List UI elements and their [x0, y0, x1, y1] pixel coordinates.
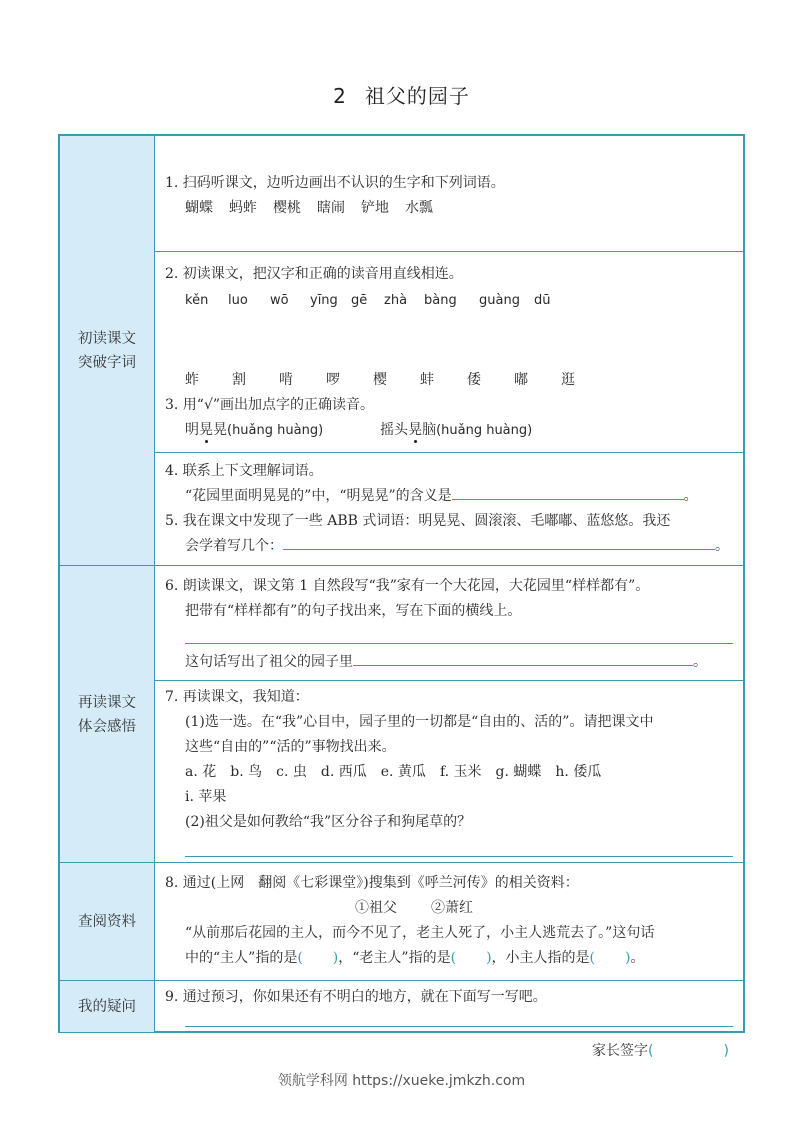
dotted-char: 晃: [199, 422, 213, 438]
option: f. 玉米: [439, 764, 482, 780]
q6-answer-blank[interactable]: [353, 651, 693, 666]
q9-answer-rule[interactable]: [185, 1026, 733, 1027]
q3-prompt: 3. 用“√”画出加点字的正确读音。: [165, 397, 375, 413]
worksheet-table: [58, 134, 745, 1033]
option: b. 鸟: [230, 764, 263, 780]
q4-prompt: 4. 联系上下文理解词语。: [165, 463, 323, 479]
parent-signature: 家长签字( ): [592, 1043, 729, 1059]
option: d. 西瓜: [320, 764, 367, 780]
q7-part2: (2)祖父是如何教给“我”区分谷子和狗尾草的？: [185, 814, 472, 830]
q8-fill-line: 中的“主人”指的是( )，“老主人”指的是( )，小主人指的是( )。: [185, 950, 645, 966]
question-4-5: [155, 452, 743, 565]
option: c. 虫: [276, 764, 307, 780]
q6-answer-rule[interactable]: [185, 643, 733, 644]
question-1: [155, 136, 743, 251]
q2-pinyin-row: kěn luo wō yīng gē zhà bàng guàng dū: [185, 293, 551, 308]
q8-quote: “从前那后花园的主人，而今不见了，老主人死了，小主人逃荒去了。”这句话: [185, 925, 655, 941]
q6-prompt: 6. 朗读课文，课文第 1 自然段写“我”家有一个大花园，大花园里“样样都有”。: [165, 578, 650, 594]
q3-items: 明晃晃(huǎng huàng) 摇头晃脑(huǎng huàng): [185, 422, 533, 438]
question-8: [155, 863, 743, 981]
section-first-reading: [60, 136, 743, 565]
q7-options: [185, 760, 601, 785]
page-title: [0, 80, 803, 109]
q7-part1-line2: 这些“自由的”“活的”事物找出来。: [185, 739, 396, 755]
section-second-reading: [60, 565, 743, 863]
option: g. 蝴蝶: [495, 764, 542, 780]
q7-answer-rule[interactable]: [185, 856, 733, 857]
q4-answer-blank[interactable]: [452, 485, 684, 500]
q7-prompt: 7. 再读课文，我知道：: [165, 689, 309, 705]
q6-line3: 这句话写出了祖父的园子里 。: [185, 650, 707, 675]
question-6: [155, 566, 743, 680]
section-label: 初读课文 突破字词: [60, 136, 155, 565]
option: i. 苹果: [185, 789, 227, 805]
section-research: [60, 862, 743, 981]
section-questions: [60, 980, 743, 1032]
q7-part1-line1: (1)选一选。在“我”心目中，园子里的一切都是“自由的、活的”。请把课文中: [185, 714, 654, 730]
q1-words: 蝴蝶 蚂蚱 樱桃 瞎闹 铲地 水瓢: [185, 200, 433, 216]
lesson-title: 祖父的园子: [364, 84, 470, 108]
question-7: [155, 680, 743, 863]
q5-line: 会学着写几个： 。: [185, 534, 729, 559]
lesson-number: 2: [333, 84, 347, 108]
q6-line2: 把带有“样样都有”的句子找出来，写在下面的横线上。: [185, 603, 522, 619]
section-label: 我的疑问: [60, 981, 155, 1032]
q2-char-row: 蚱 割 啃 啰 樱 蚌 倭 嘟 逛: [185, 372, 575, 388]
q9-prompt: 9. 通过预习，你如果还有不明白的地方，就在下面写一写吧。: [165, 989, 547, 1005]
dotted-char: 晃: [408, 422, 423, 438]
q2-prompt: 2. 初读课文，把汉字和正确的读音用直线相连。: [165, 266, 463, 282]
q5-answer-blank[interactable]: [283, 535, 715, 550]
question-2-3: [155, 251, 743, 452]
question-9: [155, 981, 743, 1032]
q8-choices: ①祖父 ②萧红: [355, 900, 473, 916]
watermark: 领航学科网 https://xueke.jmkzh.com: [277, 1073, 526, 1089]
option: e. 黄瓜: [380, 764, 426, 780]
option: a. 花: [185, 764, 217, 780]
option: h. 倭瓜: [555, 764, 602, 780]
q4-line: “花园里面明晃晃的”中，“明晃晃”的含义是 。: [185, 484, 698, 509]
q5-prompt: 5. 我在课文中发现了一些 ABB 式词语：明晃晃、圆滚滚、毛嘟嘟、蓝悠悠。我还: [165, 513, 671, 529]
section-label: 再读课文 体会感悟: [60, 566, 155, 863]
section-label: 查阅资料: [60, 863, 155, 981]
q1-prompt: 1. 扫码听课文，边听边画出不认识的生字和下列词语。: [165, 175, 505, 191]
q8-prompt: 8. 通过(上网 翻阅《七彩课堂》)搜集到《呼兰河传》的相关资料：: [165, 875, 579, 891]
